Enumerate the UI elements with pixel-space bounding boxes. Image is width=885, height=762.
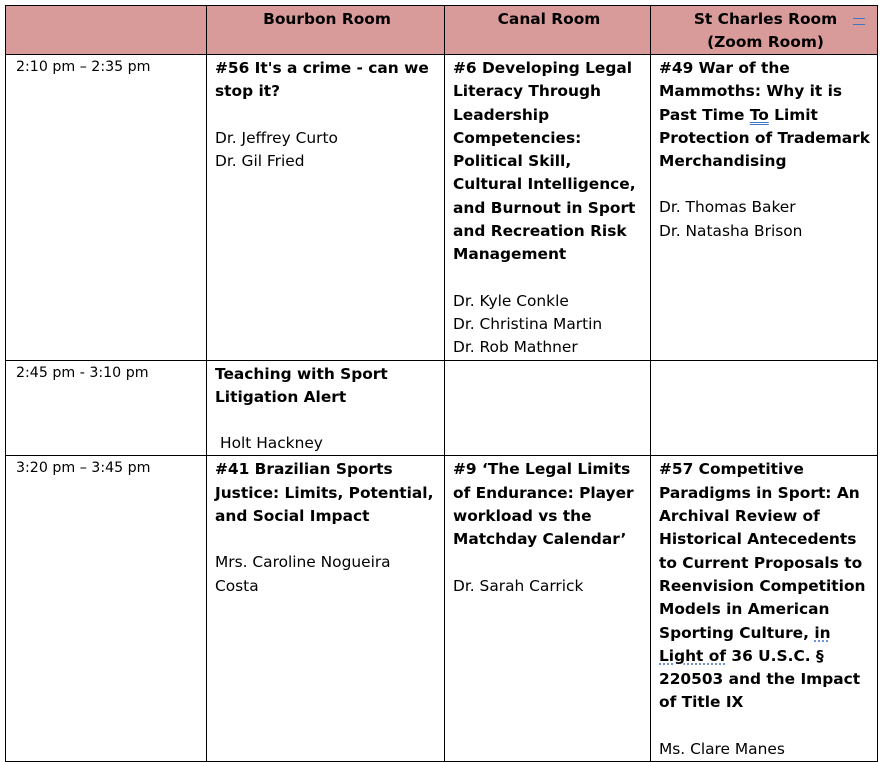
speaker-name: Dr. Rob Mathner	[453, 338, 578, 357]
session-cell	[651, 55, 878, 361]
session-cell	[651, 456, 878, 762]
session-cell	[207, 360, 445, 456]
header-zoom-room: (Zoom Room)	[707, 33, 824, 51]
time-slot: 2:45 pm - 3:10 pm	[6, 360, 207, 456]
session-cell	[207, 55, 445, 361]
empty-cell	[445, 360, 651, 456]
session-title: #41 Brazilian Sports Justice: Limits, Potential, and Social Impact	[215, 460, 434, 526]
speaker-name: Dr. Thomas Baker	[659, 198, 796, 217]
time-slot: 2:10 pm – 2:35 pm	[6, 55, 207, 361]
session-cell	[445, 456, 651, 762]
session-title: Teaching with Sport Litigation Alert	[215, 364, 388, 406]
table-row	[6, 55, 878, 361]
speaker-name: Mrs. Caroline Nogueira Costa	[215, 553, 391, 595]
header-bourbon-room: Bourbon Room	[207, 6, 445, 55]
header-canal-room: Canal Room	[445, 6, 651, 55]
header-row	[6, 6, 878, 55]
speaker-name: Ms. Clare Manes	[659, 739, 785, 758]
time-slot: 3:20 pm – 3:45 pm	[6, 456, 207, 762]
header-time	[6, 6, 207, 55]
header-st-charles-name: St Charles Room	[693, 10, 838, 28]
speaker-name: Dr. Natasha Brison	[659, 221, 803, 240]
table-row	[6, 360, 878, 456]
speaker-name: Dr. Jeffrey Curto	[215, 128, 338, 147]
speaker-name: Dr. Gil Fried	[215, 151, 305, 170]
speaker-name: Dr. Sarah Carrick	[453, 576, 584, 595]
speaker-name: Holt Hackney	[220, 434, 323, 453]
schedule-table	[5, 5, 878, 762]
session-cell	[445, 55, 651, 361]
session-title: #9 ‘The Legal Limits of Endurance: Player workload vs the Matchday Calendar’	[453, 460, 634, 549]
table-row	[6, 456, 878, 762]
edit-marker-icon	[853, 18, 865, 25]
speaker-name: Dr. Christina Martin	[453, 314, 603, 333]
session-title: #56 It's a crime - can we stop it?	[215, 59, 429, 101]
session-title: #6 Developing Legal Literacy Through Leadership Competencies: Political Skill, Cultural Intelligence, and Burnout in Sport and Recreation Risk Management	[453, 59, 636, 264]
empty-cell	[651, 360, 878, 456]
header-st-charles-room	[651, 6, 878, 55]
session-title: #57 Competitive Paradigms in Sport: An Archival Review of Historical Antecedents to Current Proposals to Reenvision Competition Models in American Sporting Culture, in Light of 36 U.S.C. § 220503 and the Impact of Title IX	[659, 460, 866, 712]
session-title: #49 War of the Mammoths: Why it is Past Time To Limit Protection of Trademark Merchandising	[659, 59, 870, 171]
session-cell	[207, 456, 445, 762]
speaker-name: Dr. Kyle Conkle	[453, 291, 569, 310]
